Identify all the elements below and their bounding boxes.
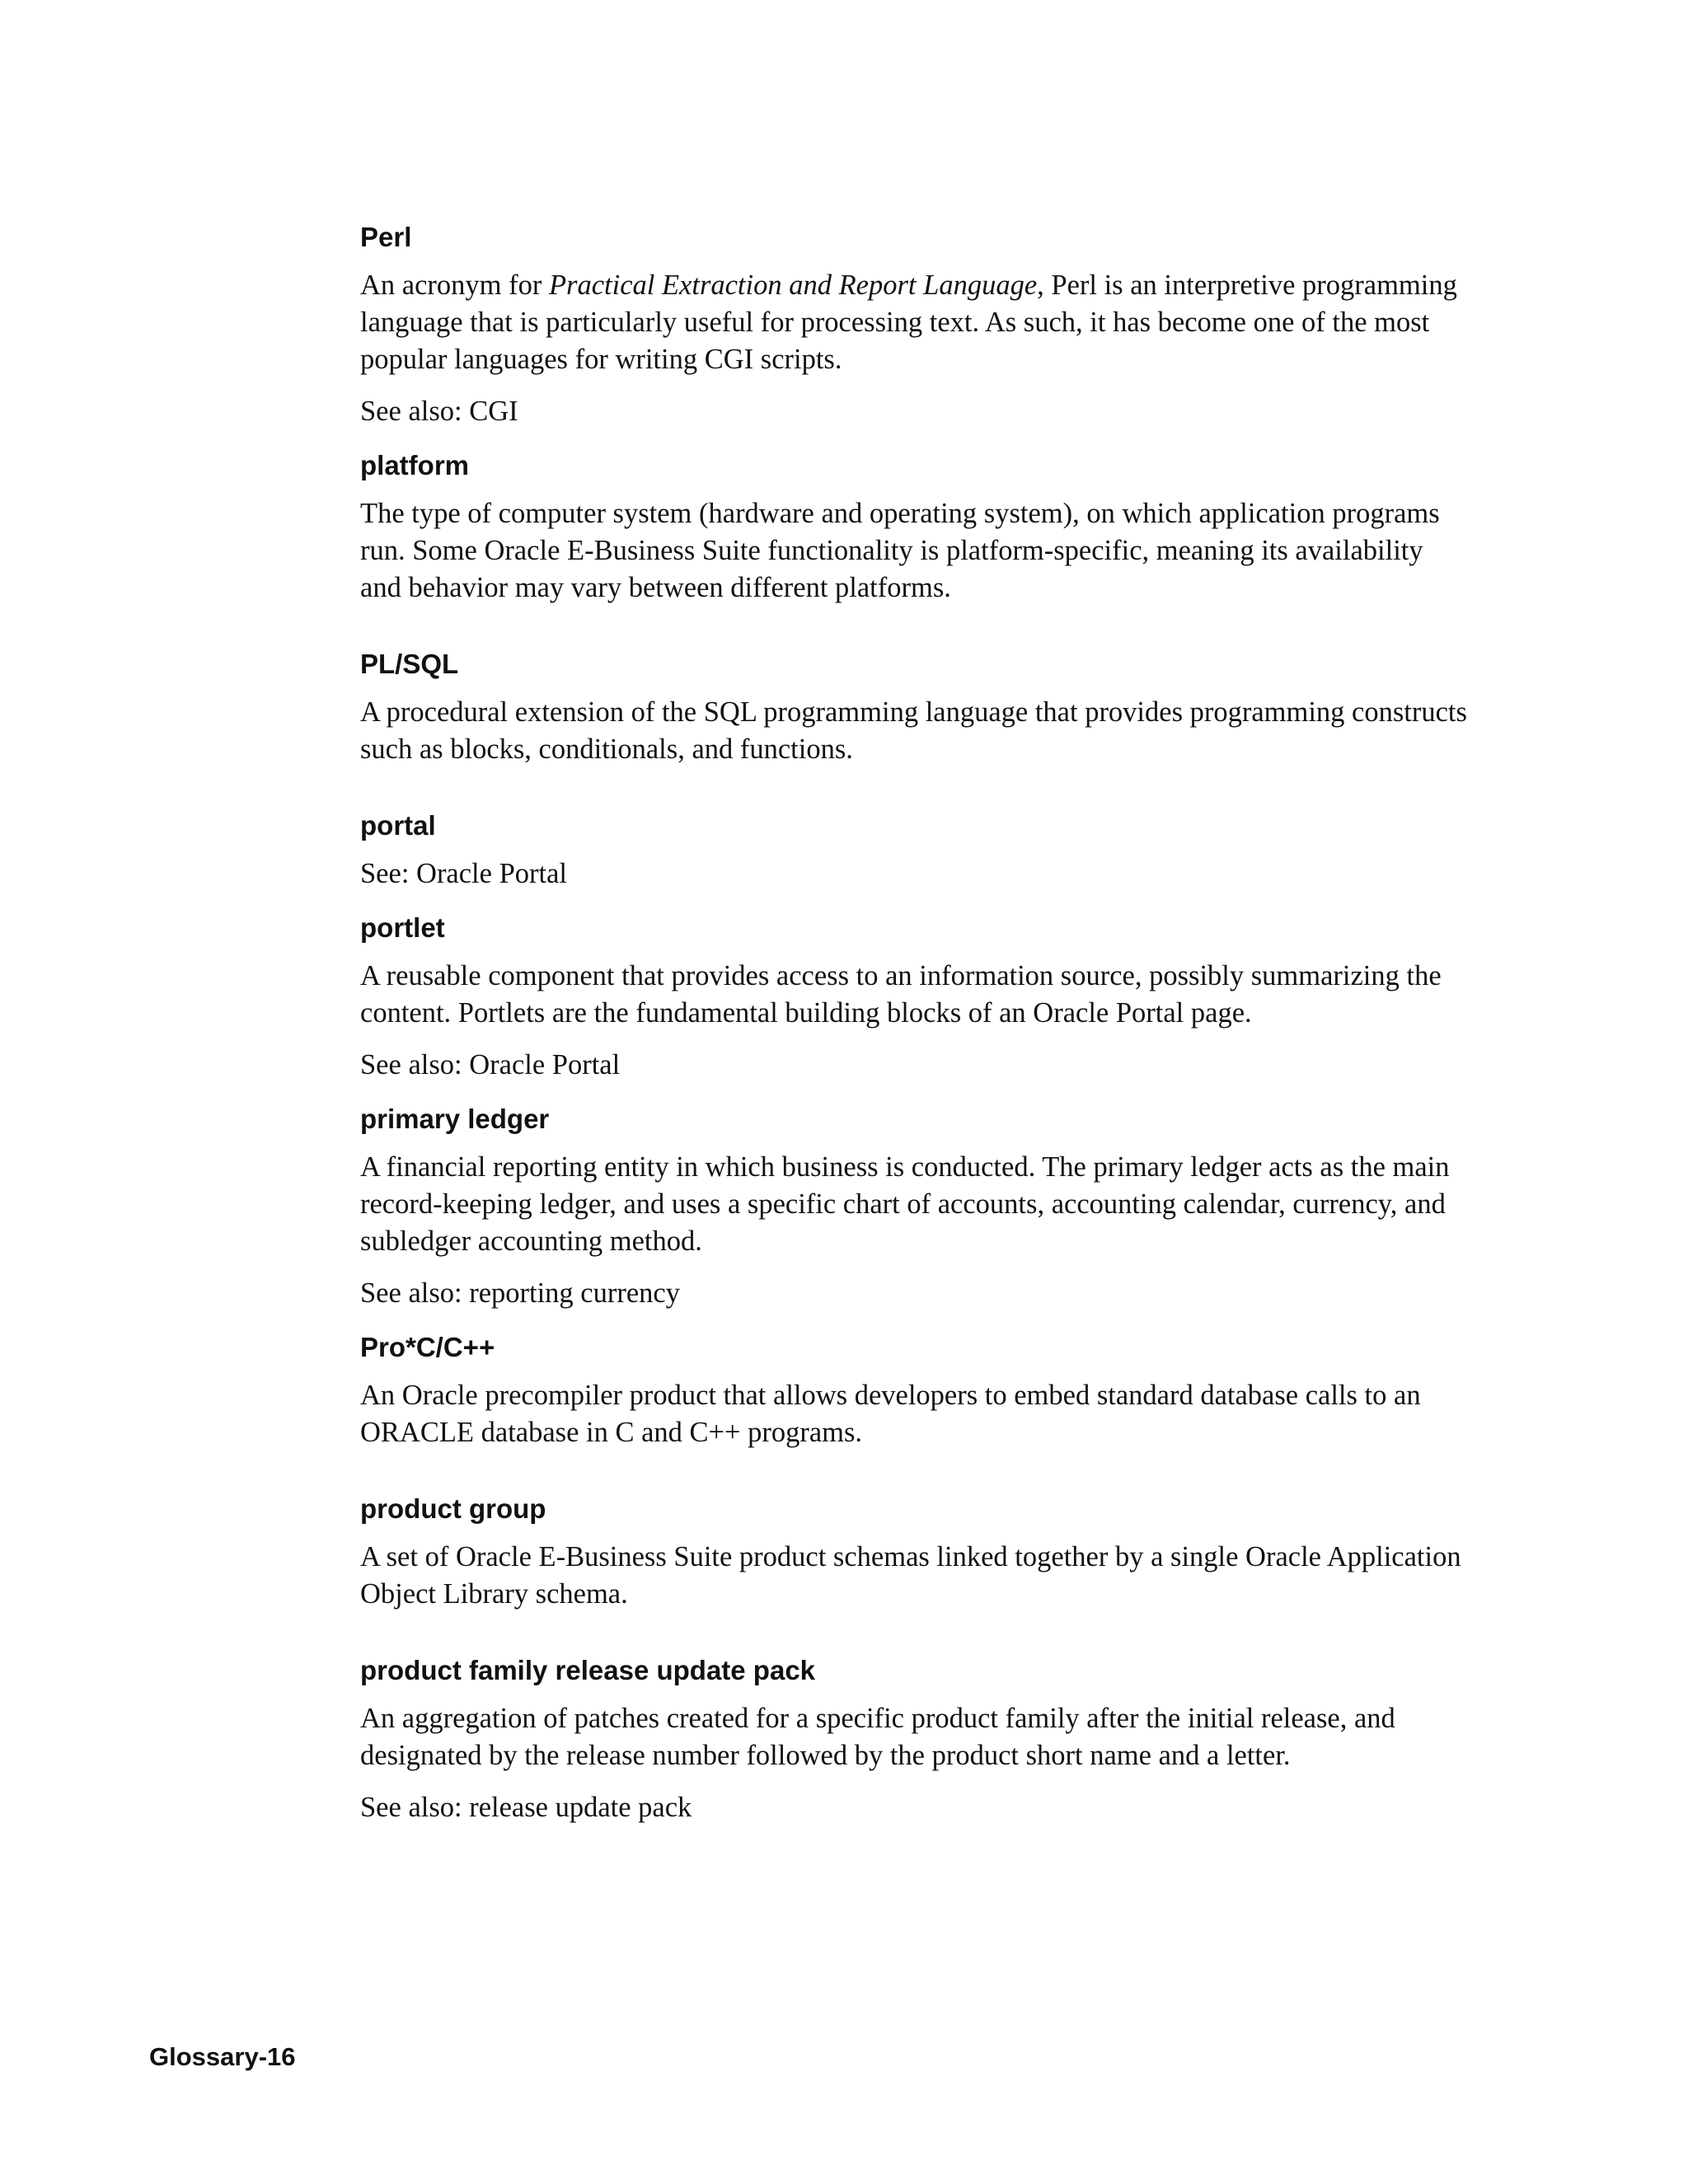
- see-also-perl: See also: CGI: [360, 396, 518, 427]
- see-also-product-family-release-update-pack: See also: release update pack: [360, 1792, 692, 1823]
- definition-product-family-release-update-pack: An aggregation of patches created for a specific product family after the initial release, and designated by the release number followed by the product short name and a letter.: [360, 1703, 1395, 1771]
- term-primary-ledger: primary ledger: [360, 1104, 550, 1134]
- definition-perl-suffix: , Perl is an interpretive programming language that is particularly useful for processing text. As such, it has become one of the most popular languages for writing CGI scripts.: [360, 269, 1457, 375]
- term-product-family-release-update-pack: product family release update pack: [360, 1655, 816, 1685]
- definition-pro-c: An Oracle precompiler product that allows developers to embed standard database calls to an ORACLE database in C and C++ programs.: [360, 1380, 1421, 1448]
- see-also-primary-ledger: See also: reporting currency: [360, 1277, 680, 1309]
- term-perl: Perl: [360, 222, 412, 252]
- term-platform: platform: [360, 450, 469, 480]
- definition-primary-ledger: A financial reporting entity in which business is conducted. The primary ledger acts as the main record-keeping ledger, and uses a specific chart of accounts, accounting calendar, currency, and subledger accounting method.: [360, 1151, 1450, 1257]
- definition-portlet: A reusable component that provides access to an information source, possibly summarizing the content. Portlets are the fundamental building blocks of an Oracle Portal page.: [360, 960, 1442, 1029]
- definition-perl-prefix: An acronym for: [360, 269, 549, 301]
- page-number-footer: Glossary-16: [149, 2042, 296, 2071]
- definition-perl-italic: Practical Extraction and Report Language: [548, 269, 1038, 301]
- definition-portal: See: Oracle Portal: [360, 858, 567, 889]
- see-also-portlet: See also: Oracle Portal: [360, 1049, 621, 1080]
- definition-product-group: A set of Oracle E-Business Suite product schemas linked together by a single Oracle Application Object Library schema.: [360, 1541, 1461, 1610]
- definition-plsql: A procedural extension of the SQL programming language that provides programming constructs such as blocks, conditionals, and functions.: [360, 696, 1467, 765]
- definition-platform: The type of computer system (hardware and operating system), on which application programs run. Some Oracle E-Business Suite functionality is platform-specific, meaning its availability and behavior may vary between different platforms.: [360, 498, 1440, 603]
- term-pro-c: Pro*C/C++: [360, 1332, 495, 1362]
- term-portlet: portlet: [360, 912, 445, 943]
- definition-perl: [360, 267, 1469, 378]
- term-product-group: product group: [360, 1493, 546, 1524]
- term-portal: portal: [360, 810, 436, 841]
- glossary-content: [360, 221, 1469, 1826]
- term-plsql: PL/SQL: [360, 649, 459, 679]
